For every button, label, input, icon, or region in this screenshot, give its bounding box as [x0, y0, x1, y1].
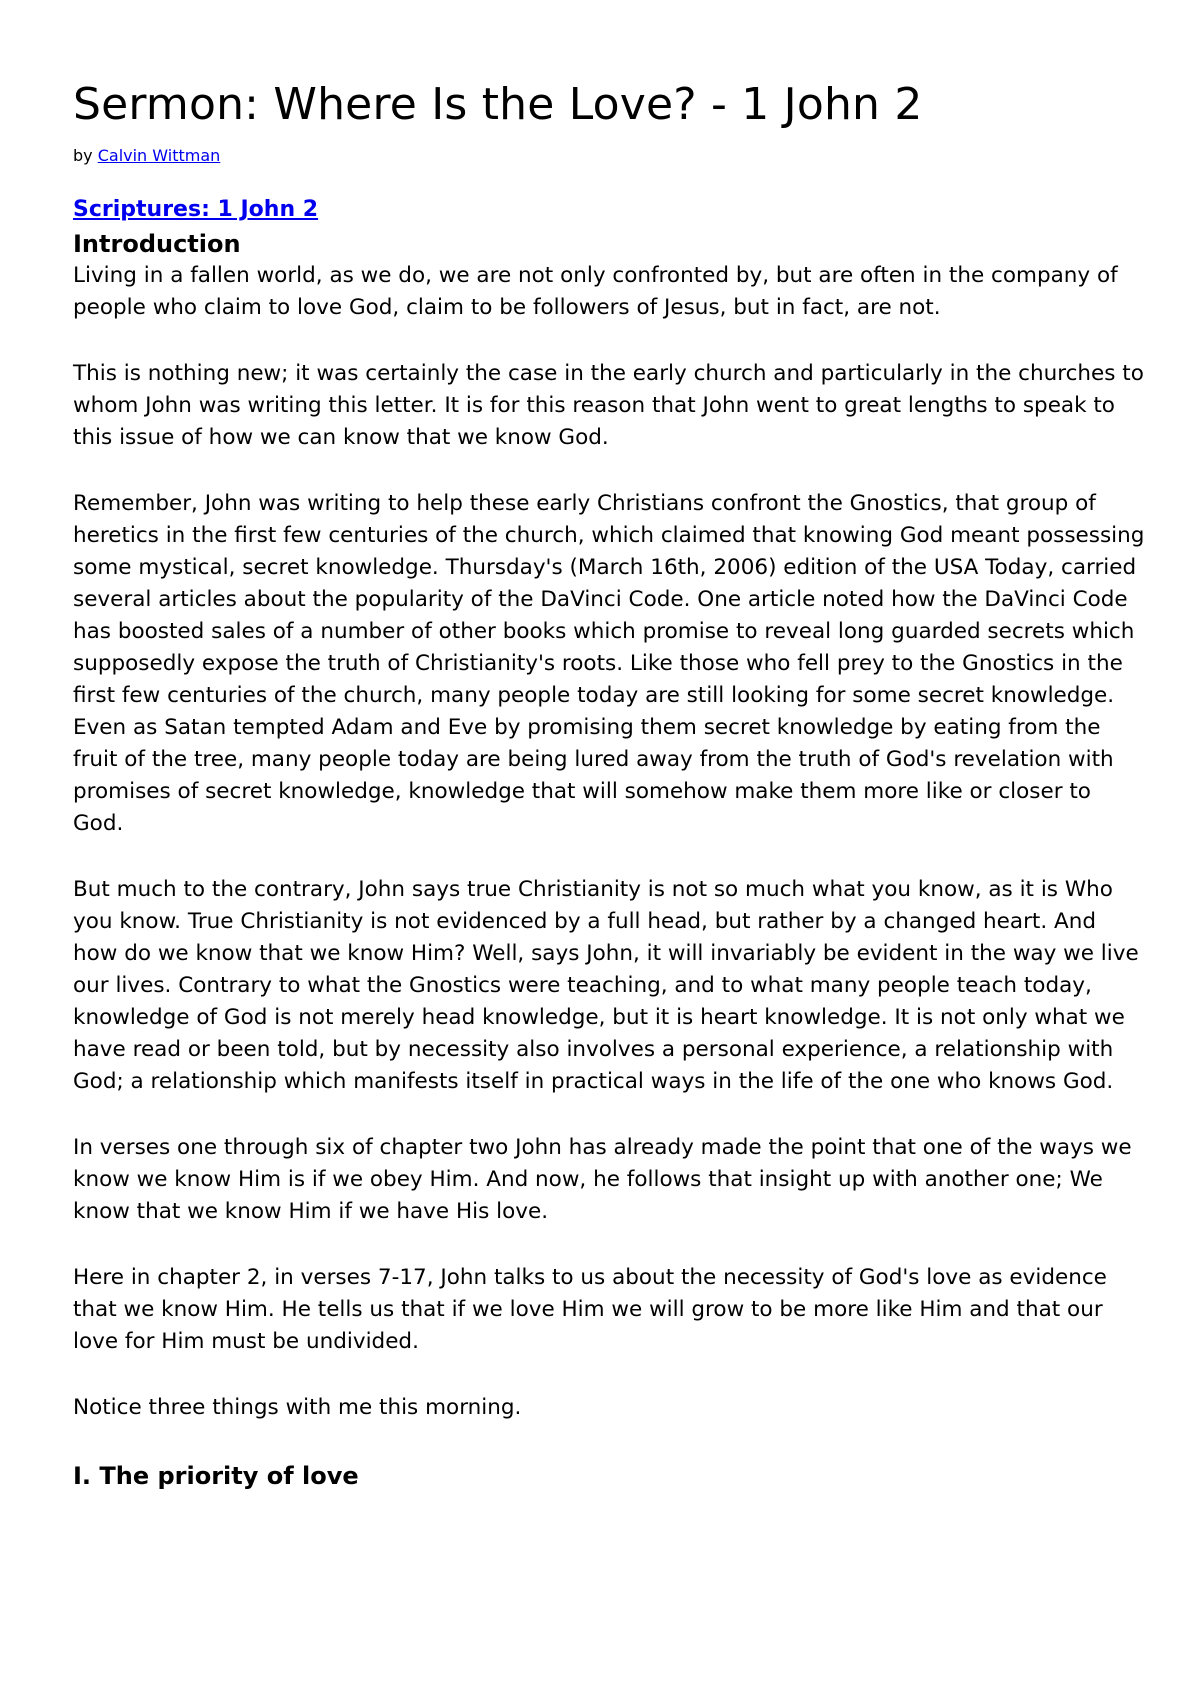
author-link[interactable]: Calvin Wittman — [97, 146, 221, 165]
paragraph-6: Here in chapter 2, in verses 7-17, John talks to us about the necessity of God's love as evidence that we know Him. He tells us that if we love Him we will grow to be more like Him and that our love for Him must be undivided. — [73, 1265, 1107, 1354]
introduction-heading: Introduction — [73, 230, 241, 258]
document-page — [73, 0, 1145, 1492]
byline-prefix: by — [73, 146, 93, 165]
paragraph-4: But much to the contrary, John says true Christianity is not so much what you know, as it is Who you know. True Christianity is not evidenced by a full head, but rather by a changed heart. And how do we know that we know Him? Well, says John, it will invariably be evident in the way we live our lives. Contrary to what the Gnostics were teaching, and to what many people teach today, knowledge of God is not merely head knowledge, but it is heart knowledge. It is not only what we have read or been told, but by necessity also involves a personal experience, a relationship with God; a relationship which manifests itself in practical ways in the life of the one who knows God. — [73, 877, 1139, 1094]
paragraph-3: Remember, John was writing to help these early Christians confront the Gnostics, that group of heretics in the first few centuries of the church, which claimed that knowing God meant possessing some mystical, secret knowledge. Thursday's (March 16th, 2006) edition of the USA Today, carried several articles about the popularity of the DaVinci Code. One article noted how the DaVinci Code has boosted sales of a number of other books which promise to reveal long guarded secrets which supposedly expose the truth of Christianity's roots. Like those who fell prey to the Gnostics in the first few centuries of the church, many people today are still looking for some secret knowledge. Even as Satan tempted Adam and Eve by promising them secret knowledge by eating from the fruit of the tree, many people today are being lured away from the truth of God's revelation with promises of secret knowledge, knowledge that will somehow make them more like or closer to God. — [73, 491, 1145, 836]
paragraph-2: This is nothing new; it was certainly the case in the early church and particularly in the churches to whom John was writing this letter. It is for this reason that John went to great lengths to speak to this issue of how we can know that we know God. — [73, 361, 1144, 450]
paragraph-7: Notice three things with me this morning. — [73, 1395, 522, 1420]
byline — [73, 146, 1145, 166]
section-heading-priority-of-love: I. The priority of love — [73, 1462, 359, 1490]
paragraph-5: In verses one through six of chapter two John has already made the point that one of the ways we know we know Him is if we obey Him. And now, he follows that insight up with another one; We know that we know Him if we have His love. — [73, 1135, 1132, 1224]
page-title: Sermon: Where Is the Love? - 1 John 2 — [73, 79, 923, 130]
scriptures-line — [73, 196, 1145, 224]
scriptures-link[interactable]: Scriptures: 1 John 2 — [73, 197, 319, 222]
paragraph-1: Living in a fallen world, as we do, we are not only confronted by, but are often in the company of people who claim to love God, claim to be followers of Jesus, but in fact, are not. — [73, 263, 1118, 320]
